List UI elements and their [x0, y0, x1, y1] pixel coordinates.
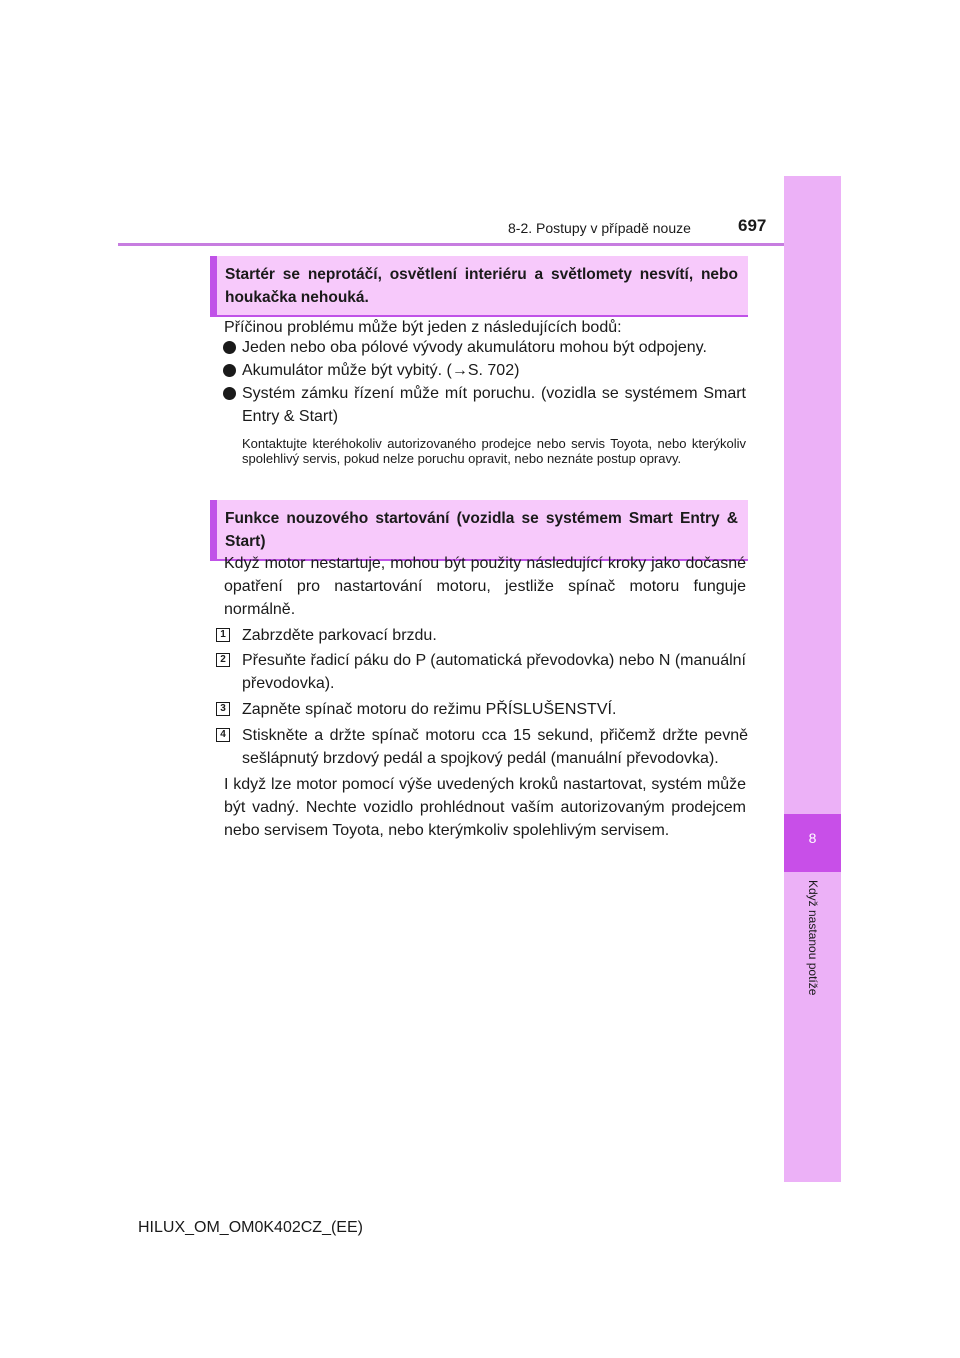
bullet-item: Systém zámku řízení může mít poruchu. (vozidla se systémem Smart Entry & Start): [242, 385, 746, 425]
section2-intro: Když motor nestartuje, mohou být použity následující kroky jako dočasné opatření pro nastartování motoru, jestliže spínač motoru funguje normálně.: [224, 555, 746, 618]
section2-outro: I když lze motor pomocí výše uvedených kroků nastartovat, systém může být vadný. Nechte vozidlo prohlédnout vaším autorizovaným prodejcem nebo servisem Toyota, nebo kterýmkoliv spolehlivým servisem.: [224, 776, 746, 839]
bullet-dot: [223, 341, 236, 354]
step-text: Stiskněte a držte spínač motoru cca 15 sekund, přičemž držte pevně sešlápnutý brzdový pedál a spojkový pedál (manuální převodovka).: [242, 727, 748, 767]
section1-note: Kontaktujte kteréhokoliv autorizovaného prodejce nebo servis Toyota, nebo kterýkoliv spolehlivý servis, pokud nelze poruchu opravit, nebo neznáte postup opravy.: [242, 436, 746, 466]
step-number-box: 2: [216, 653, 230, 667]
chapter-side-tab: [784, 176, 841, 1182]
bullet-item: Akumulátor může být vybitý. (→S. 702): [242, 362, 520, 379]
chapter-number: 8: [808, 830, 817, 846]
bullet-dot: [223, 364, 236, 377]
section-heading-starter: Startér se neprotáčí, osvětlení interiéru a světlomety nesvítí, nebo houkačka nehouká.: [210, 256, 748, 317]
step-number-box: 1: [216, 628, 230, 642]
chapter-title: Když nastanou potíže: [806, 880, 820, 996]
page-number: 697: [738, 216, 767, 235]
step-text: Zabrzděte parkovací brzdu.: [242, 627, 437, 644]
section-heading-emergency-start: Funkce nouzového startování (vozidla se systémem Smart Entry & Start): [210, 500, 748, 561]
step-text: Zapněte spínač motoru do režimu PŘÍSLUŠENSTVÍ.: [242, 701, 617, 718]
section1-intro: Příčinou problému může být jeden z následujících bodů:: [224, 319, 622, 336]
bullet-item: Jeden nebo oba pólové vývody akumulátoru mohou být odpojeny.: [242, 339, 707, 356]
bullet-dot: [223, 387, 236, 400]
document-code: HILUX_OM_OM0K402CZ_(EE): [138, 1219, 363, 1236]
step-number-box: 4: [216, 728, 230, 742]
step-number-box: 3: [216, 702, 230, 716]
header-section-title: 8-2. Postupy v případě nouze: [508, 220, 691, 236]
header-rule: [118, 243, 784, 246]
step-text: Přesuňte řadicí páku do P (automatická převodovka) nebo N (manuální převodovka).: [242, 652, 746, 692]
